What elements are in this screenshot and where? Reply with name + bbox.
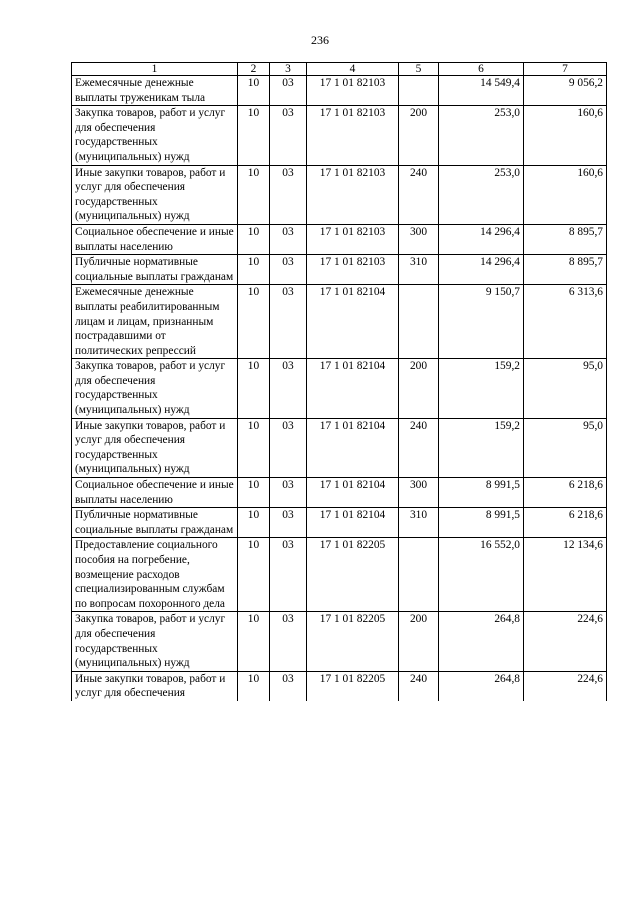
row-subsection: 03: [270, 255, 307, 285]
row-amount-actual: 160,6: [524, 106, 607, 165]
row-name: Социальное обеспечение и иные выплаты населению: [72, 224, 238, 254]
row-section: 10: [238, 224, 270, 254]
table-row: [72, 508, 607, 538]
row-amount-actual: 6 313,6: [524, 285, 607, 359]
table-row: [72, 255, 607, 285]
row-name: Социальное обеспечение и иные выплаты населению: [72, 478, 238, 508]
row-target-code: 17 1 01 82104: [307, 359, 399, 418]
row-subsection: 03: [270, 76, 307, 106]
row-name: Ежемесячные денежные выплаты реабилитированным лицам и лицам, признанным пострадавшими от политических репрессий: [72, 285, 238, 359]
row-target-code: 17 1 01 82104: [307, 508, 399, 538]
row-amount-plan: 159,2: [439, 418, 524, 477]
row-expense-type: 240: [399, 418, 439, 477]
header-col-3: 3: [270, 63, 307, 76]
header-col-2: 2: [238, 63, 270, 76]
table-row: [72, 106, 607, 165]
header-col-5: 5: [399, 63, 439, 76]
header-col-1: 1: [72, 63, 238, 76]
row-name: Иные закупки товаров, работ и услуг для обеспечения государственных (муниципальных) нужд: [72, 165, 238, 224]
row-subsection: 03: [270, 285, 307, 359]
row-section: 10: [238, 418, 270, 477]
table-row: [72, 76, 607, 106]
row-amount-plan: 14 296,4: [439, 224, 524, 254]
row-amount-plan: 264,8: [439, 671, 524, 701]
row-expense-type: 200: [399, 359, 439, 418]
row-section: 10: [238, 612, 270, 671]
row-amount-plan: 8 991,5: [439, 508, 524, 538]
row-name: Ежемесячные денежные выплаты труженикам тыла: [72, 76, 238, 106]
row-section: 10: [238, 76, 270, 106]
row-expense-type: 300: [399, 478, 439, 508]
row-amount-actual: 160,6: [524, 165, 607, 224]
row-subsection: 03: [270, 224, 307, 254]
row-expense-type: 200: [399, 612, 439, 671]
row-name: Закупка товаров, работ и услуг для обеспечения государственных (муниципальных) нужд: [72, 612, 238, 671]
row-section: 10: [238, 285, 270, 359]
row-subsection: 03: [270, 418, 307, 477]
row-target-code: 17 1 01 82104: [307, 285, 399, 359]
header-col-4: 4: [307, 63, 399, 76]
row-expense-type: 200: [399, 106, 439, 165]
page-number: 236: [311, 33, 329, 47]
row-section: 10: [238, 255, 270, 285]
row-subsection: 03: [270, 165, 307, 224]
row-expense-type: 240: [399, 165, 439, 224]
row-expense-type: [399, 285, 439, 359]
row-amount-plan: 9 150,7: [439, 285, 524, 359]
row-section: 10: [238, 508, 270, 538]
row-subsection: 03: [270, 612, 307, 671]
table-row: [72, 478, 607, 508]
row-amount-plan: 14 296,4: [439, 255, 524, 285]
table-row: [72, 538, 607, 612]
row-amount-actual: 6 218,6: [524, 508, 607, 538]
row-amount-actual: 224,6: [524, 671, 607, 701]
row-name: Предоставление социального пособия на погребение, возмещение расходов специализированным службам по вопросам похоронного дела: [72, 538, 238, 612]
row-section: 10: [238, 106, 270, 165]
row-target-code: 17 1 01 82103: [307, 165, 399, 224]
row-name: Публичные нормативные социальные выплаты гражданам: [72, 255, 238, 285]
header-row: [72, 63, 607, 76]
row-amount-actual: 12 134,6: [524, 538, 607, 612]
row-amount-plan: 14 549,4: [439, 76, 524, 106]
row-section: 10: [238, 478, 270, 508]
row-target-code: 17 1 01 82103: [307, 255, 399, 285]
row-amount-actual: 95,0: [524, 418, 607, 477]
row-amount-actual: 9 056,2: [524, 76, 607, 106]
table-row: [72, 285, 607, 359]
row-name: Закупка товаров, работ и услуг для обеспечения государственных (муниципальных) нужд: [72, 359, 238, 418]
budget-table: [71, 62, 607, 701]
table-row: [72, 612, 607, 671]
row-amount-plan: 253,0: [439, 165, 524, 224]
row-amount-plan: 16 552,0: [439, 538, 524, 612]
row-name: Иные закупки товаров, работ и услуг для обеспечения государственных (муниципальных) нужд: [72, 418, 238, 477]
row-target-code: 17 1 01 82104: [307, 478, 399, 508]
row-target-code: 17 1 01 82205: [307, 538, 399, 612]
row-amount-actual: 8 895,7: [524, 255, 607, 285]
row-amount-actual: 8 895,7: [524, 224, 607, 254]
row-subsection: 03: [270, 106, 307, 165]
table-row: [72, 418, 607, 477]
header-col-7: 7: [524, 63, 607, 76]
row-name: Иные закупки товаров, работ и услуг для обеспечения: [72, 671, 238, 701]
row-target-code: 17 1 01 82103: [307, 106, 399, 165]
row-amount-actual: 6 218,6: [524, 478, 607, 508]
row-name: Публичные нормативные социальные выплаты гражданам: [72, 508, 238, 538]
row-expense-type: 240: [399, 671, 439, 701]
row-section: 10: [238, 538, 270, 612]
row-subsection: 03: [270, 359, 307, 418]
table-row: [72, 165, 607, 224]
row-amount-actual: 95,0: [524, 359, 607, 418]
row-target-code: 17 1 01 82103: [307, 224, 399, 254]
row-amount-actual: 224,6: [524, 612, 607, 671]
row-target-code: 17 1 01 82205: [307, 671, 399, 701]
row-target-code: 17 1 01 82205: [307, 612, 399, 671]
row-expense-type: 310: [399, 255, 439, 285]
row-amount-plan: 253,0: [439, 106, 524, 165]
table-row: [72, 671, 607, 701]
row-subsection: 03: [270, 538, 307, 612]
row-subsection: 03: [270, 671, 307, 701]
row-amount-plan: 264,8: [439, 612, 524, 671]
row-expense-type: 310: [399, 508, 439, 538]
row-section: 10: [238, 359, 270, 418]
row-expense-type: 300: [399, 224, 439, 254]
table-row: [72, 224, 607, 254]
table-row: [72, 359, 607, 418]
row-section: 10: [238, 165, 270, 224]
header-col-6: 6: [439, 63, 524, 76]
row-target-code: 17 1 01 82104: [307, 418, 399, 477]
row-subsection: 03: [270, 508, 307, 538]
row-subsection: 03: [270, 478, 307, 508]
row-section: 10: [238, 671, 270, 701]
row-amount-plan: 159,2: [439, 359, 524, 418]
row-expense-type: [399, 538, 439, 612]
row-target-code: 17 1 01 82103: [307, 76, 399, 106]
row-name: Закупка товаров, работ и услуг для обеспечения государственных (муниципальных) нужд: [72, 106, 238, 165]
row-amount-plan: 8 991,5: [439, 478, 524, 508]
row-expense-type: [399, 76, 439, 106]
